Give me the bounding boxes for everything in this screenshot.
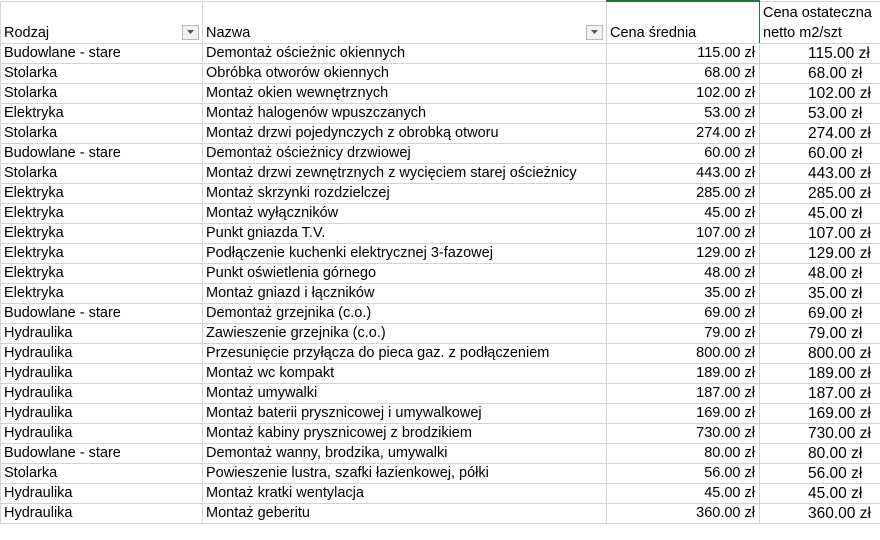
- cell-rodzaj[interactable]: Elektryka: [1, 183, 203, 203]
- table-row: [1, 63, 880, 83]
- cell-rodzaj[interactable]: Hydraulika: [1, 423, 203, 443]
- cell-rodzaj[interactable]: Stolarka: [1, 83, 203, 103]
- cell-cena-srednia[interactable]: 360.00 zł: [607, 503, 760, 523]
- cell-cena-srednia[interactable]: 53.00 zł: [607, 103, 760, 123]
- cell-nazwa[interactable]: Montaż kabiny prysznicowej z brodzikiem: [203, 423, 607, 443]
- table-row: [1, 83, 880, 103]
- cell-rodzaj[interactable]: Elektryka: [1, 103, 203, 123]
- cell-nazwa[interactable]: Powieszenie lustra, szafki łazienkowej, półki: [203, 463, 607, 483]
- cell-nazwa[interactable]: Montaż umywalki: [203, 383, 607, 403]
- table-row: [1, 263, 880, 283]
- table-row: [1, 423, 880, 443]
- cell-cena-ostateczna[interactable]: 80.00 zł: [760, 443, 880, 463]
- table-row: [1, 203, 880, 223]
- cell-nazwa[interactable]: Demontaż ościeżnic okiennych: [203, 43, 607, 63]
- header-rodzaj-label: Rodzaj: [4, 24, 50, 41]
- cell-rodzaj[interactable]: Budowlane - stare: [1, 43, 203, 63]
- cell-cena-srednia[interactable]: 45.00 zł: [607, 483, 760, 503]
- cell-cena-ostateczna[interactable]: 45.00 zł: [760, 483, 880, 503]
- cell-nazwa[interactable]: Demontaż ościeżnicy drzwiowej: [203, 143, 607, 163]
- cell-cena-ostateczna[interactable]: 285.00 zł: [760, 183, 880, 203]
- header-rodzaj[interactable]: [1, 1, 203, 43]
- table-row: [1, 143, 880, 163]
- cell-rodzaj[interactable]: Hydraulika: [1, 483, 203, 503]
- cell-cena-ostateczna[interactable]: 53.00 zł: [760, 103, 880, 123]
- header-cena-srednia-label: Cena średnia: [610, 24, 697, 41]
- chevron-down-icon: [186, 29, 195, 35]
- cell-rodzaj[interactable]: Hydraulika: [1, 323, 203, 343]
- table-row: [1, 163, 880, 183]
- cell-nazwa[interactable]: Montaż geberitu: [203, 503, 607, 523]
- cell-cena-ostateczna[interactable]: 45.00 zł: [760, 203, 880, 223]
- cell-cena-ostateczna[interactable]: 169.00 zł: [760, 403, 880, 423]
- header-cena-srednia[interactable]: [607, 1, 760, 43]
- table-row: [1, 463, 880, 483]
- cell-cena-ostateczna[interactable]: 79.00 zł: [760, 323, 880, 343]
- cell-cena-ostateczna[interactable]: 115.00 zł: [760, 43, 880, 63]
- cell-cena-ostateczna[interactable]: 187.00 zł: [760, 383, 880, 403]
- filter-button-nazwa[interactable]: [586, 25, 603, 40]
- header-row: [1, 1, 880, 43]
- header-cena-ostateczna-line1: Cena ostateczna: [763, 4, 872, 21]
- cell-rodzaj[interactable]: Elektryka: [1, 203, 203, 223]
- cell-nazwa[interactable]: Montaż drzwi zewnętrznych z wycięciem starej ościeżnicy: [203, 163, 607, 183]
- cell-cena-ostateczna[interactable]: 360.00 zł: [760, 503, 880, 523]
- cell-cena-srednia[interactable]: 79.00 zł: [607, 323, 760, 343]
- cell-rodzaj[interactable]: Stolarka: [1, 463, 203, 483]
- cell-cena-ostateczna[interactable]: 443.00 zł: [760, 163, 880, 183]
- cell-nazwa[interactable]: Obróbka otworów okiennych: [203, 63, 607, 83]
- cell-nazwa[interactable]: Punkt gniazda T.V.: [203, 223, 607, 243]
- table-row: [1, 323, 880, 343]
- cell-cena-ostateczna[interactable]: 35.00 zł: [760, 283, 880, 303]
- cell-nazwa[interactable]: Montaż okien wewnętrznych: [203, 83, 607, 103]
- cell-cena-srednia[interactable]: 45.00 zł: [607, 203, 760, 223]
- filter-button-rodzaj[interactable]: [182, 25, 199, 40]
- cell-rodzaj[interactable]: Stolarka: [1, 123, 203, 143]
- table-row: [1, 43, 880, 63]
- header-nazwa-label: Nazwa: [206, 24, 251, 41]
- cell-nazwa[interactable]: Montaż drzwi pojedynczych z obrobką otworu: [203, 123, 607, 143]
- cell-rodzaj[interactable]: Budowlane - stare: [1, 443, 203, 463]
- cell-cena-srednia[interactable]: 115.00 zł: [607, 43, 760, 63]
- cell-rodzaj[interactable]: Hydraulika: [1, 383, 203, 403]
- table-row: [1, 123, 880, 143]
- cell-cena-ostateczna[interactable]: 730.00 zł: [760, 423, 880, 443]
- cell-cena-srednia[interactable]: 69.00 zł: [607, 303, 760, 323]
- cell-cena-ostateczna[interactable]: 56.00 zł: [760, 463, 880, 483]
- cell-nazwa[interactable]: Montaż wc kompakt: [203, 363, 607, 383]
- cell-rodzaj[interactable]: Hydraulika: [1, 503, 203, 523]
- cell-rodzaj[interactable]: Elektryka: [1, 283, 203, 303]
- table-row: [1, 483, 880, 503]
- cell-cena-srednia[interactable]: 107.00 zł: [607, 223, 760, 243]
- chevron-down-icon: [590, 29, 599, 35]
- header-cena-ostateczna[interactable]: [760, 1, 880, 43]
- cell-cena-srednia[interactable]: 60.00 zł: [607, 143, 760, 163]
- cell-cena-srednia[interactable]: 730.00 zł: [607, 423, 760, 443]
- cell-rodzaj[interactable]: Hydraulika: [1, 403, 203, 423]
- cell-rodzaj[interactable]: Stolarka: [1, 163, 203, 183]
- table-row: [1, 223, 880, 243]
- cell-cena-srednia[interactable]: 48.00 zł: [607, 263, 760, 283]
- cell-cena-srednia[interactable]: 102.00 zł: [607, 83, 760, 103]
- header-nazwa[interactable]: [203, 1, 607, 43]
- cell-cena-ostateczna[interactable]: 129.00 zł: [760, 243, 880, 263]
- cell-cena-srednia[interactable]: 56.00 zł: [607, 463, 760, 483]
- table-row: [1, 403, 880, 423]
- cell-nazwa[interactable]: Montaż kratki wentylacja: [203, 483, 607, 503]
- cell-nazwa[interactable]: Montaż wyłączników: [203, 203, 607, 223]
- table-row: [1, 183, 880, 203]
- cell-rodzaj[interactable]: Hydraulika: [1, 363, 203, 383]
- cell-cena-srednia[interactable]: 285.00 zł: [607, 183, 760, 203]
- cell-cena-ostateczna[interactable]: 107.00 zł: [760, 223, 880, 243]
- cell-rodzaj[interactable]: Elektryka: [1, 223, 203, 243]
- table-row: [1, 283, 880, 303]
- cell-cena-srednia[interactable]: 35.00 zł: [607, 283, 760, 303]
- cell-rodzaj[interactable]: Hydraulika: [1, 343, 203, 363]
- cell-nazwa[interactable]: Zawieszenie grzejnika (c.o.): [203, 323, 607, 343]
- cell-cena-ostateczna[interactable]: 68.00 zł: [760, 63, 880, 83]
- cell-nazwa[interactable]: Montaż halogenów wpuszczanych: [203, 103, 607, 123]
- cell-cena-srednia[interactable]: 443.00 zł: [607, 163, 760, 183]
- cell-rodzaj[interactable]: Budowlane - stare: [1, 143, 203, 163]
- cell-cena-ostateczna[interactable]: 189.00 zł: [760, 363, 880, 383]
- cell-cena-ostateczna[interactable]: 60.00 zł: [760, 143, 880, 163]
- cell-nazwa[interactable]: Przesunięcie przyłącza do pieca gaz. z podłączeniem: [203, 343, 607, 363]
- cell-cena-srednia[interactable]: 80.00 zł: [607, 443, 760, 463]
- table-row: [1, 303, 880, 323]
- cell-cena-srednia[interactable]: 800.00 zł: [607, 343, 760, 363]
- cell-nazwa[interactable]: Punkt oświetlenia górnego: [203, 263, 607, 283]
- cell-cena-ostateczna[interactable]: 102.00 zł: [760, 83, 880, 103]
- table-row: [1, 503, 880, 523]
- cell-cena-ostateczna[interactable]: 48.00 zł: [760, 263, 880, 283]
- cell-cena-srednia[interactable]: 68.00 zł: [607, 63, 760, 83]
- cell-cena-ostateczna[interactable]: 274.00 zł: [760, 123, 880, 143]
- cell-rodzaj[interactable]: Elektryka: [1, 243, 203, 263]
- cell-nazwa[interactable]: Demontaż wanny, brodzika, umywalki: [203, 443, 607, 463]
- cell-cena-ostateczna[interactable]: 69.00 zł: [760, 303, 880, 323]
- table-row: [1, 343, 880, 363]
- table-row: [1, 383, 880, 403]
- table-row: [1, 243, 880, 263]
- cell-nazwa[interactable]: Podłączenie kuchenki elektrycznej 3-fazowej: [203, 243, 607, 263]
- cell-cena-ostateczna[interactable]: 800.00 zł: [760, 343, 880, 363]
- cell-nazwa[interactable]: Montaż skrzynki rozdzielczej: [203, 183, 607, 203]
- cell-rodzaj[interactable]: Elektryka: [1, 263, 203, 283]
- cell-rodzaj[interactable]: Stolarka: [1, 63, 203, 83]
- cell-nazwa[interactable]: Montaż baterii prysznicowej i umywalkowej: [203, 403, 607, 423]
- table-row: [1, 103, 880, 123]
- cell-cena-srednia[interactable]: 187.00 zł: [607, 383, 760, 403]
- cell-nazwa[interactable]: Demontaż grzejnika (c.o.): [203, 303, 607, 323]
- cell-nazwa[interactable]: Montaż gniazd i łączników: [203, 283, 607, 303]
- cell-cena-srednia[interactable]: 169.00 zł: [607, 403, 760, 423]
- header-cena-ostateczna-line2: netto m2/szt: [763, 24, 842, 41]
- cell-cena-srednia[interactable]: 189.00 zł: [607, 363, 760, 383]
- table-row: [1, 363, 880, 383]
- cell-cena-srednia[interactable]: 274.00 zł: [607, 123, 760, 143]
- cell-rodzaj[interactable]: Budowlane - stare: [1, 303, 203, 323]
- cell-cena-srednia[interactable]: 129.00 zł: [607, 243, 760, 263]
- table-row: [1, 443, 880, 463]
